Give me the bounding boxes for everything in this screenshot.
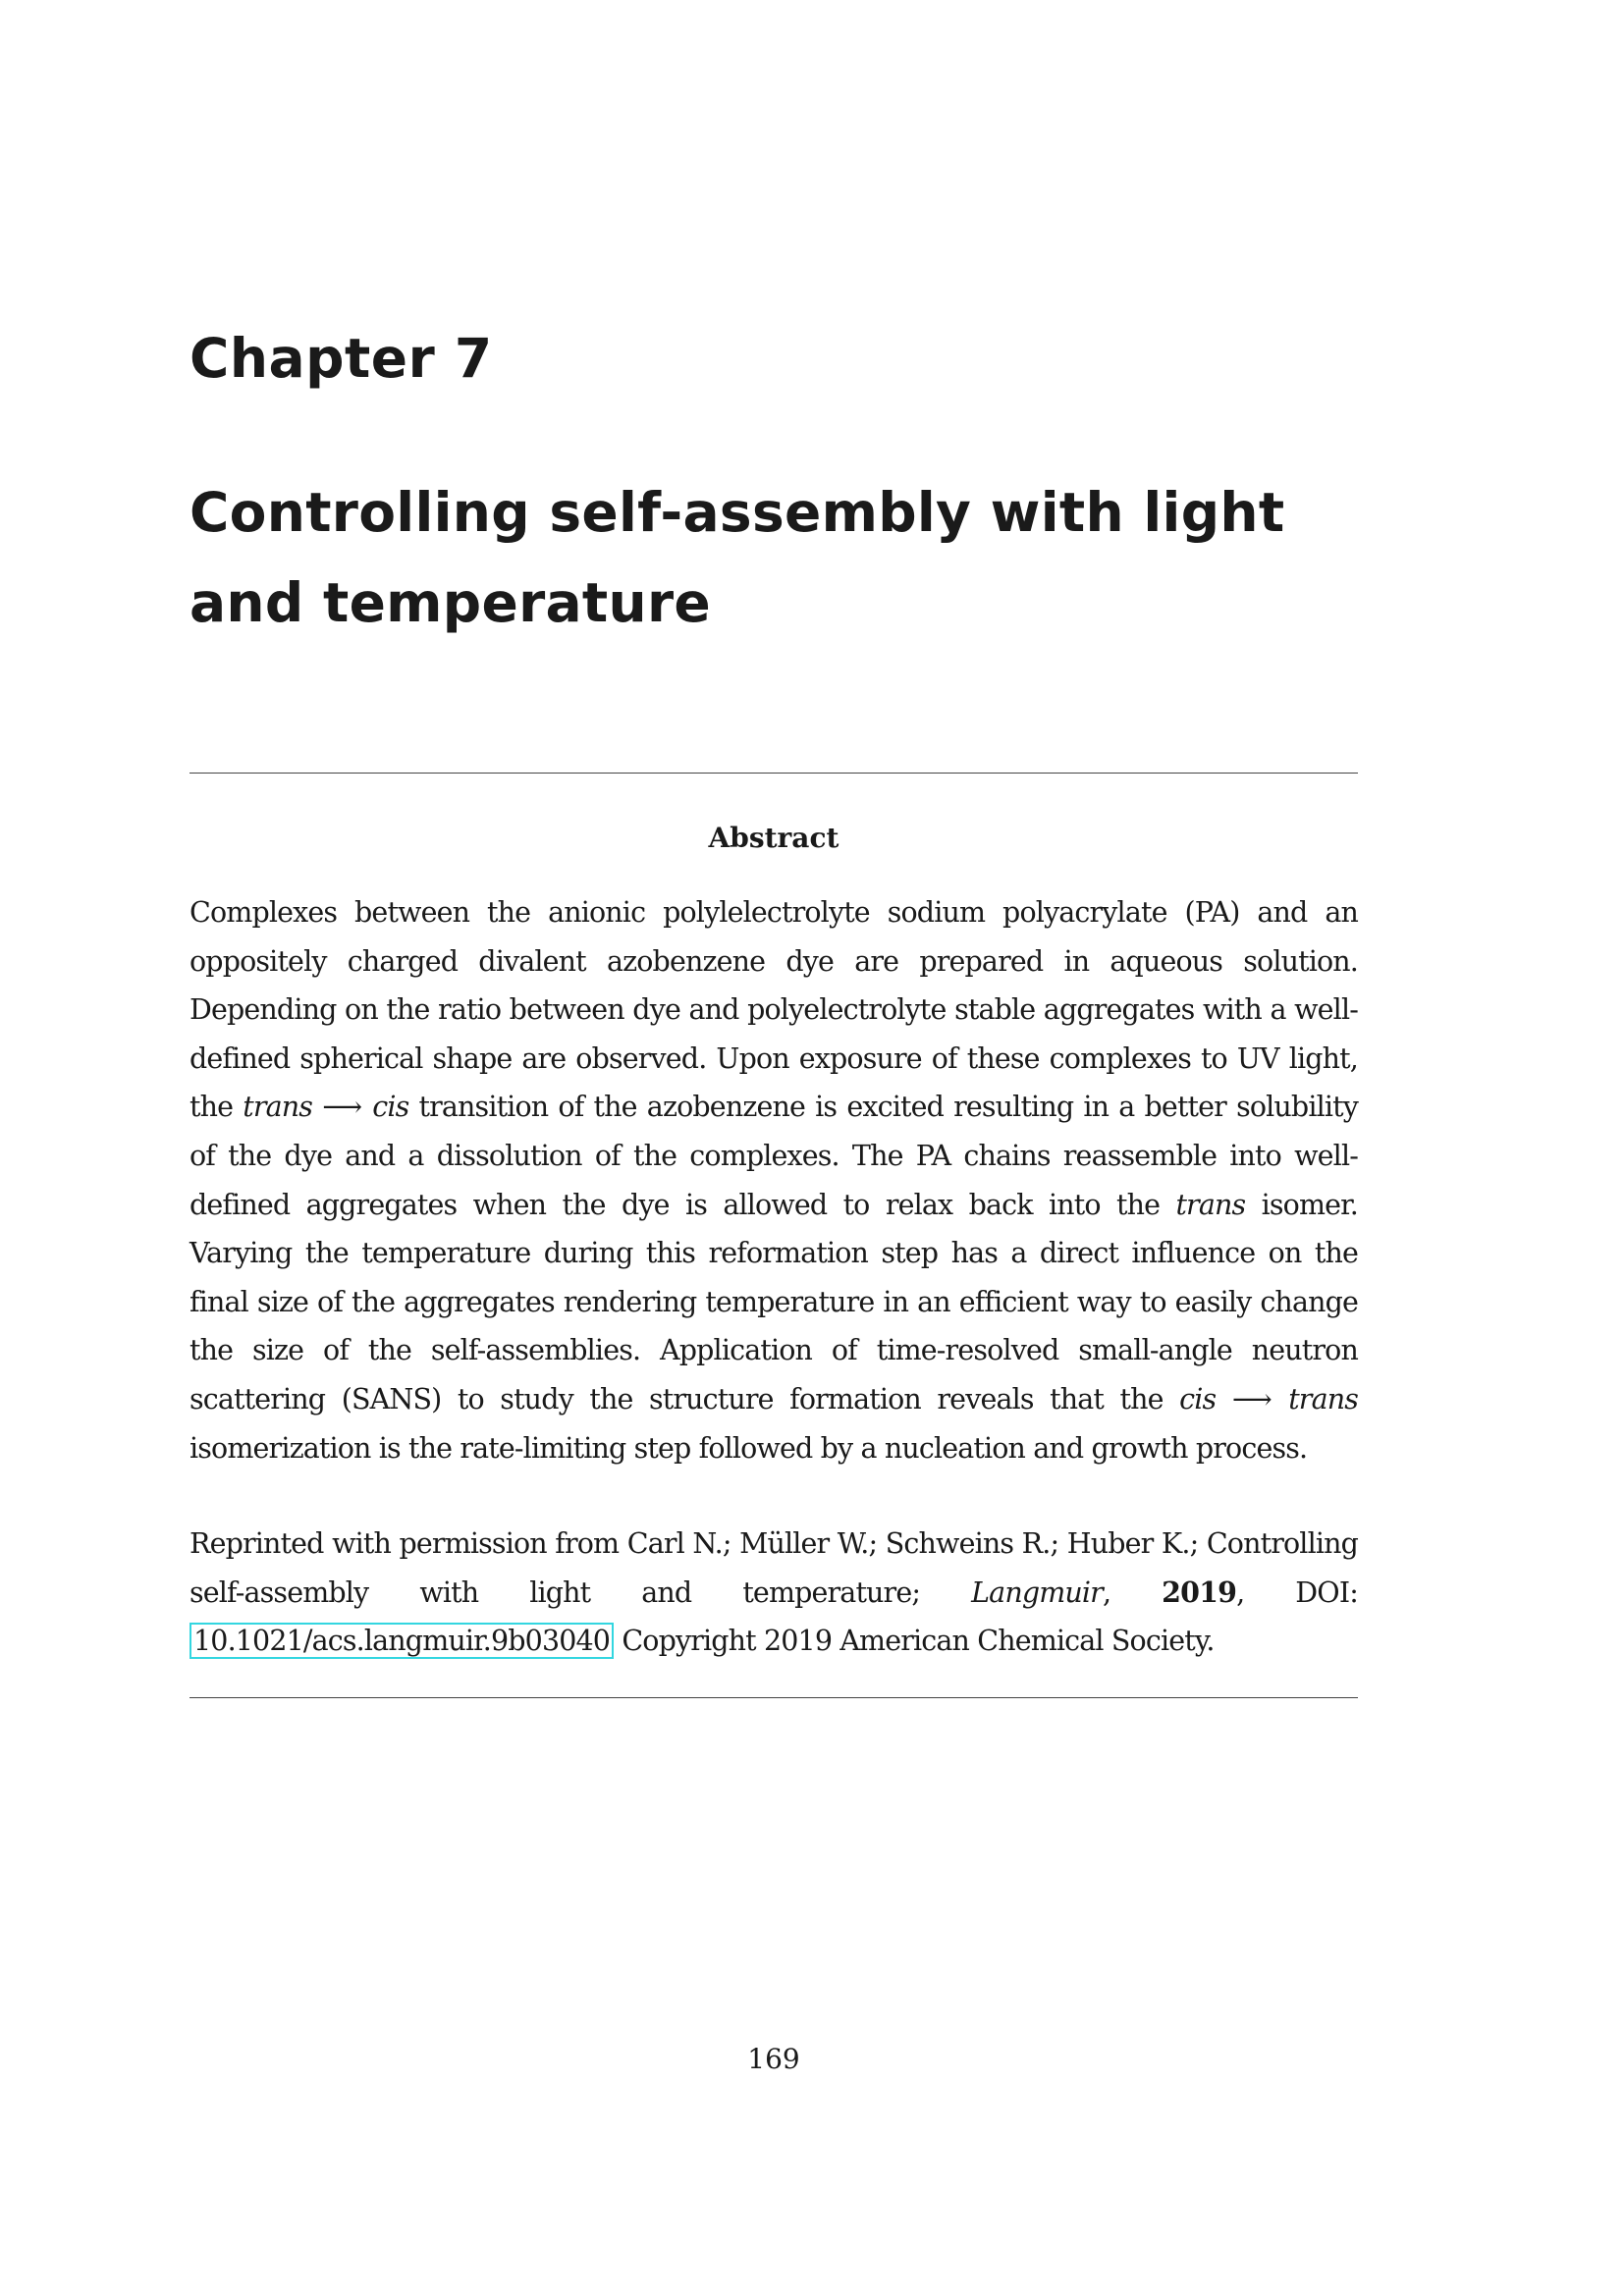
abstract-text-2: transition of the azobenzene is excited resulting in a better solubility of the dye and a dissolution of the complexes. The PA chains reassemble into well-defined aggregates when the dye is allowed to relax back into the (189, 1091, 1358, 1221)
top-divider (189, 773, 1358, 774)
isomer-trans: trans (1175, 1188, 1246, 1221)
abstract-text-3: isomer. Varying the temperature during this reformation step has a direct influence on the final size of the aggregates rendering temperature in an efficient way to easily change the size of the self-assemblies. Application of time-resolved small-angle neutron scattering (SANS) to study the structure formation reveals that the (189, 1188, 1359, 1415)
isomer-trans: trans (243, 1091, 313, 1124)
bottom-divider (189, 1697, 1358, 1698)
publication-year: 2019 (1162, 1575, 1237, 1609)
abstract-text-4: isomerization is the rate-limiting step followed by a nucleation and growth process. (189, 1431, 1308, 1465)
page-number: 169 (747, 2043, 800, 2075)
transition-arrow-icon: ⟶ (1231, 1382, 1272, 1415)
chapter-label: Chapter 7 (189, 327, 493, 390)
abstract-heading: Abstract (708, 822, 839, 854)
reprint-notice: Reprinted with permission from Carl N.; Müller W.; Schweins R.; Huber K.; Controlling self-assembly with light and temperature; Langmuir, 2019, DOI: 10.1021/acs.langmuir.9b03040 Copyright 2019 American Chemical Society. (189, 1527, 1358, 1658)
abstract-text-1: Complexes between the anionic polylelectrolyte sodium polyacrylate (PA) and an oppositely charged divalent azobenzene dye are prepared in aqueous solution. Depending on the ratio between dye and polyelectrolyte stable aggregates with a well-defined spherical shape are observed. Upon exposure of these complexes to UV light, the (189, 896, 1358, 1124)
isomer-cis: cis (1179, 1382, 1217, 1415)
isomer-trans: trans (1288, 1382, 1359, 1415)
abstract-paragraph (189, 888, 1358, 1472)
copyright-notice: Copyright 2019 American Chemical Society. (622, 1625, 1215, 1658)
doi-label: , DOI: (1236, 1575, 1358, 1609)
transition-arrow-icon: ⟶ (322, 1091, 363, 1124)
reprint-citation: Reprinted with permission from Carl N.; Müller W.; Schweins R.; Huber K.; Controlling self-assembly with light and temperature; (189, 1527, 1358, 1609)
isomer-cis: cis (372, 1091, 409, 1124)
chapter-title: Controlling self-assembly with light and temperature (189, 481, 1285, 634)
journal-name: Langmuir (971, 1575, 1103, 1609)
doi-link[interactable]: 10.1021/acs.langmuir.9b03040 (189, 1623, 614, 1659)
